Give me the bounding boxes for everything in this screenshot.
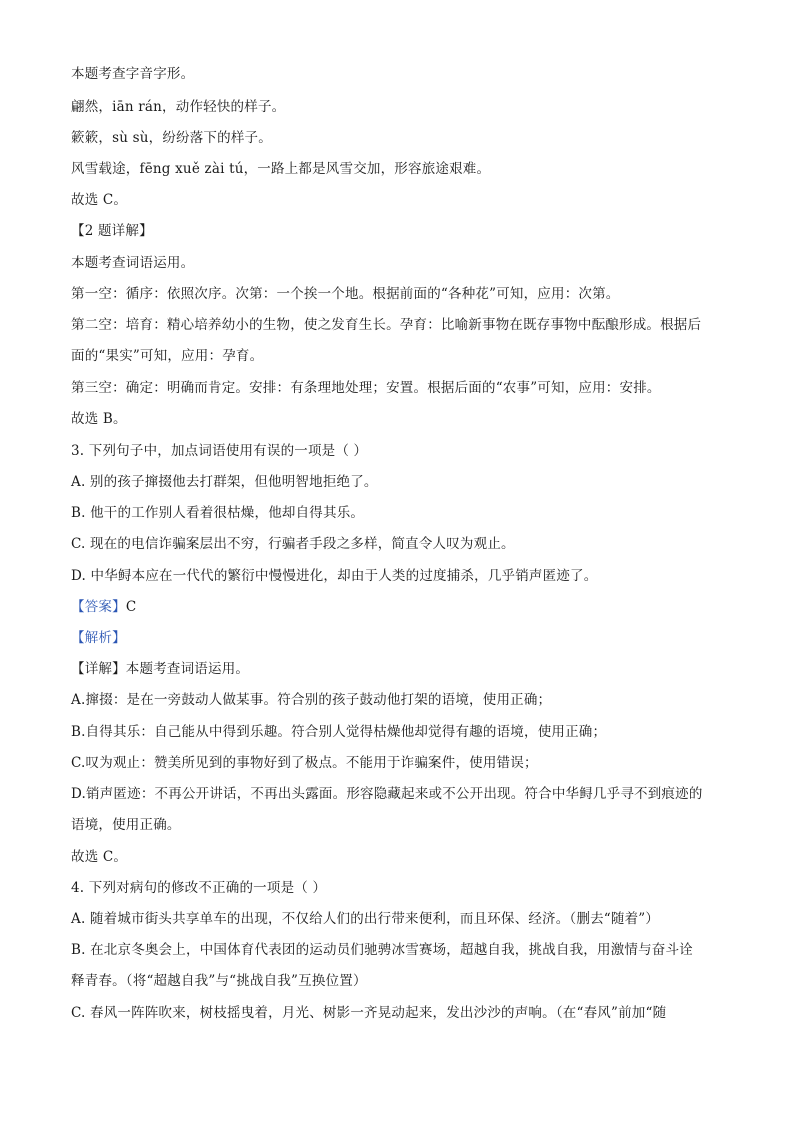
text-line: B.自得其乐：自己能从中得到乐趣。符合别人觉得枯燥他却觉得有趣的语境，使用正确； [71,724,607,740]
text-line: 【详解】本题考查词语运用。 [71,661,250,677]
text-line: 面的“果实”可知，应用：孕育。 [71,348,264,364]
text-line: 簌簌，sù sù，纷纷落下的样子。 [71,130,272,146]
text-line: 本题考查词语运用。 [71,255,195,271]
analysis-label [71,628,731,648]
text-line: 语境，使用正确。 [71,817,181,833]
option-c: C. 现在的电信诈骗案层出不穷，行骗者手段之多样，简直令人叹为观止。 [71,536,515,552]
answer-label: 【答案】C [71,599,137,615]
question-stem: 4. 下列对病句的修改不正确的一项是（ ） [71,880,327,896]
text-line: 释青春。（将“超越自我”与“挑战自我”互换位置） [71,973,367,989]
text-line: 故选 B。 [71,411,127,427]
option-d: D. 中华鲟本应在一代代的繁衍中慢慢进化，却由于人类的过度捕杀，几乎销声匿迹了。 [71,568,598,584]
question-stem: 3. 下列句子中，加点词语使用有误的一项是（ ） [71,443,368,459]
text-line: 本题考查字音字形。 [71,66,195,82]
option-b: B. 他干的工作别人看着很枯燥，他却自得其乐。 [71,505,365,521]
option-a: A. 别的孩子撺掇他去打群架，但他明智地拒绝了。 [71,474,378,490]
text-line: 翩然，iān rán，动作轻快的样子。 [71,99,286,115]
text-line: 第三空：确定：明确而肯定。安排：有条理地处理；安置。根据后面的“农事”可知，应用：安排。 [71,380,661,396]
text-line: 故选 C。 [71,849,128,865]
option-c: C. 春风一阵阵吹来，树枝摇曳着，月光、树影一齐晃动起来，发出沙沙的声响。（在“春风”前加“随 [71,1005,667,1021]
text-line: A.撺掇：是在一旁鼓动人做某事。符合别的孩子鼓动他打架的语境，使用正确； [71,692,552,708]
bracket-label: 【答案】 [71,599,126,615]
text-line: 风雪载途，fēng xuě zài tú，一路上都是风雪交加，形容旅途艰难。 [71,161,491,177]
section-heading: 【2 题详解】 [71,223,153,239]
option-a: A. 随着城市街头共享单车的出现，不仅给人们的出行带来便利，而且环保、经济。（删去“随着”） [71,911,660,927]
text-line: D.销声匿迹：不再公开讲话，不再出头露面。形容隐藏起来或不公开出现。符合中华鲟几乎寻不到痕迹的 [71,786,703,802]
text-line: 第二空：培育：精心培养幼小的生物，使之发育生长。孕育：比喻新事物在既存事物中酝酿形成。根据后 [71,317,702,333]
option-b: B. 在北京冬奥会上，中国体育代表团的运动员们驰骋冰雪赛场，超越自我，挑战自我，用激情与奋斗诠 [71,942,693,958]
text-line: C.叹为观止：赞美所见到的事物好到了极点。不能用于诈骗案件，使用错误； [71,755,538,771]
text-line: 第一空：循序：依照次序。次第：一个挨一个地。根据前面的“各种花”可知，应用：次第。 [71,286,620,302]
bracket-label: 【解析】 [71,630,126,646]
text-line: 故选 C。 [71,192,128,208]
